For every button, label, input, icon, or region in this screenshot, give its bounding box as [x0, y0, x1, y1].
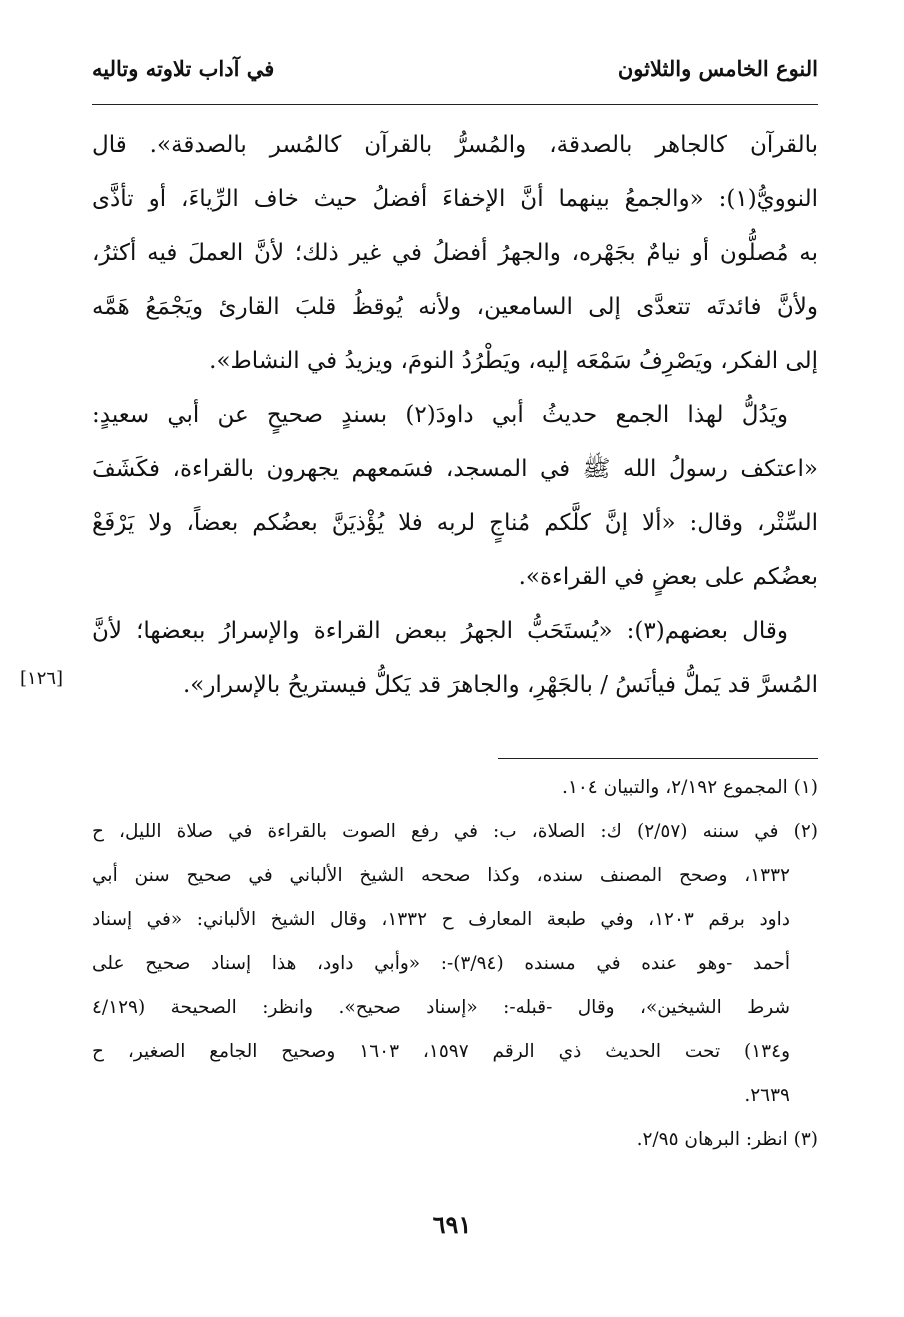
text-line: ولأنَّ فائدتَه تتعدَّى إلى السامعين، ولأنه يُوقظُ قلبَ القارئ ويَجْمَعُ هَمَّه: [92, 294, 818, 320]
text-line: إلى الفكر، ويَصْرِفُ سَمْعَه إليه، ويَطْرُدُ النومَ، ويزيدُ في النشاط».: [209, 348, 818, 374]
text-line: بالقرآن كالجاهر بالصدقة، والمُسرُّ بالقرآن كالمُسر بالصدقة». قال: [92, 132, 818, 158]
text-line: السِّتْر، وقال: «ألا إنَّ كلَّكم مُناجٍ لربه فلا يُؤْذيَنَّ بعضُكم بعضاً، ولا يَرْفَعْ: [92, 510, 818, 536]
main-text: [92, 118, 818, 712]
footnote-line: ١٣٣٢، وصحح المصنف سنده، وكذا صححه الشيخ الألباني في صحيح سنن أبي: [92, 865, 790, 886]
footnote-line: أحمد -وهو عنده في مسنده (٣/٩٤)-: «وأبي داود، هذا إسناد صحيح على: [92, 953, 790, 974]
text-line: ويَدُلُّ لهذا الجمع حديثُ أبي داودَ(٢) بسندٍ صحيحٍ عن أبي سعيدٍ:: [92, 402, 788, 428]
footnote-line: ٢٦٣٩.: [744, 1085, 790, 1106]
footnotes: [92, 766, 818, 1162]
text-line: النوويُّ(١): «والجمعُ بينهما أنَّ الإخفاءَ أفضلُ حيث خاف الرِّياءَ، أو تأذَّى: [92, 186, 818, 212]
text-line: بعضُكم على بعضٍ في القراءة».: [518, 564, 818, 590]
manuscript-folio-marker: [١٢٦]: [20, 668, 64, 689]
page-number: ٦٩١: [432, 1210, 472, 1239]
text-line: «اعتكف رسولُ الله ﷺ في المسجد، فسَمعهم يجهرون بالقراءة، فكَشَفَ: [92, 456, 818, 482]
footnote-line: و١٣٤) تحت الحديث ذي الرقم ١٥٩٧، ١٦٠٣ وصحيح الجامع الصغير، ح: [92, 1041, 790, 1062]
footnote-line: (٣) انظر: البرهان ٢/٩٥.: [636, 1129, 818, 1150]
footnote-line: داود برقم ١٢٠٣، وفي طبعة المعارف ح ١٣٣٢، وقال الشيخ الألباني: «في إسناد: [92, 909, 790, 930]
footnote-line: شرط الشيخين»، وقال -قبله-: «إسناد صحيح». وانظر: الصحيحة (٤/١٢٩: [92, 997, 790, 1018]
footnote-divider: [498, 758, 818, 759]
text-line: المُسرَّ قد يَملُّ فيأنَسُ / بالجَهْرِ، والجاهرَ قد يَكلُّ فيستريحُ بالإسرار».: [182, 672, 818, 698]
header-section-title: في آداب تلاوته وتاليه: [92, 56, 275, 81]
text-line: به مُصلُّون أو نيامٌ بجَهْره، والجهرُ أفضلُ في غير ذلك؛ لأنَّ العملَ فيه أكثرُ،: [92, 240, 818, 266]
text-line: وقال بعضهم(٣): «يُستَحَبُّ الجهرُ ببعض القراءة والإسرارُ ببعضها؛ لأنَّ: [92, 618, 788, 644]
running-header: [92, 56, 818, 98]
footnote-line: (٢) في سننه (٢/٥٧) ك: الصلاة، ب: في رفع الصوت بالقراءة في صلاة الليل، ح: [92, 821, 818, 842]
footnote-line: (١) المجموع ٢/١٩٢، والتبيان ١٠٤.: [562, 777, 818, 798]
header-chapter-title: النوع الخامس والثلاثون: [617, 56, 818, 81]
header-divider: [92, 104, 818, 105]
